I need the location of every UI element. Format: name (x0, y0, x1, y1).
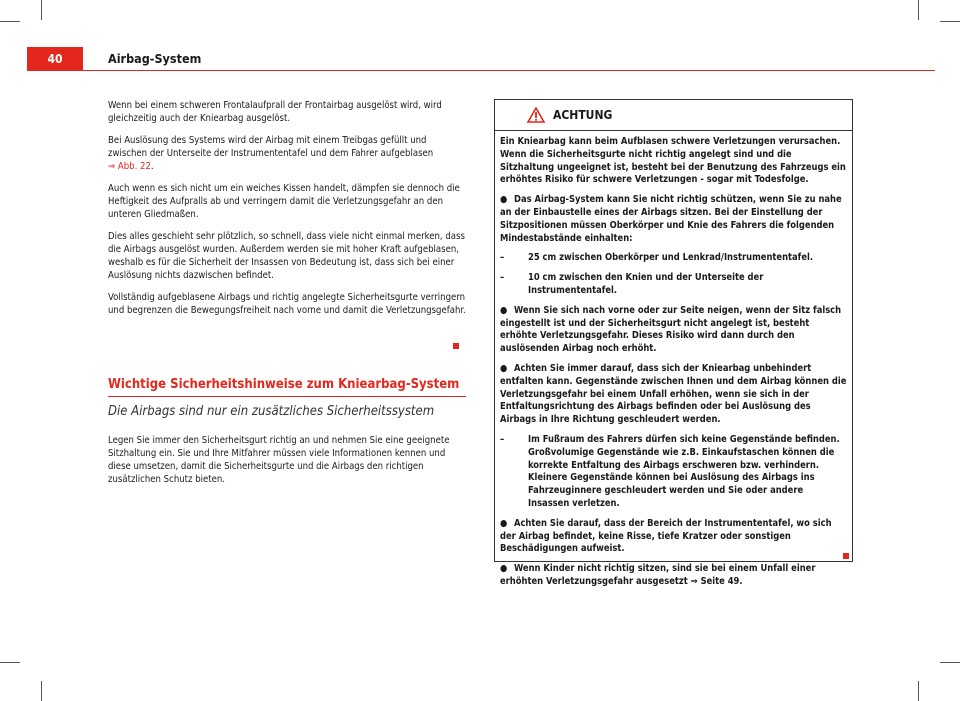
warning-intro: Ein Kniearbag kann beim Aufblasen schwere Verletzungen verursachen. Wenn die Sicherheitsgurte nicht richtig angelegt sind und die Sitzhaltung ungeeignet ist, besteht bei der Benutzung des Fahrzeugs ein erhöhtes Risiko für schwere Verletzungen - sogar mit Todesfolge. (500, 136, 846, 186)
crop-mark (0, 21, 20, 22)
page-reference-link[interactable]: ⇒ Seite 49. (690, 575, 743, 587)
paragraph: Legen Sie immer den Sicherheitsgurt richtig an und nehmen Sie eine geeignete Sitzhaltung ein. Sie und Ihre Mitfahrer müssen viele Informationen kennen und diese umsetzen, damit die Sicherheitsgurte und die Airbags den richtigen zusätzlichen Schutz bieten. (108, 435, 450, 485)
warning-bullet (500, 305, 847, 356)
paragraph: Dies alles geschieht sehr plötzlich, so schnell, dass viele nicht einmal merken, dass die Airbags ausgelöst wurden. Außerdem werden sie mit hoher Kraft aufgeblasen, weshalb es für die Sicherheit der Insassen von Bedeutung ist, dass sich bei einer Auslösung nichts dazwischen befindet. (108, 231, 465, 281)
bullet-text: Wenn Kinder nicht richtig sitzen, sind sie bei einem Unfall einer erhöhten Verletzungsgefahr ausgesetzt (500, 563, 816, 587)
warning-subitem (500, 272, 847, 298)
crop-mark (41, 681, 42, 701)
subitem-text: Im Fußraum des Fahrers dürfen sich keine Gegenstände befinden. Großvolumige Gegenstände wie z.B. Einkaufstaschen können die korrekte Entfaltung des Airbags erschweren bzw. verhindern. Kleinere Gegenstände können bei Auslösung des Airbags ins Fahrzeuginnere geschleudert werden und Sie oder andere Insassen verletzen. (528, 433, 840, 509)
warning-bullet (500, 363, 847, 427)
bullet-icon: ● (500, 563, 508, 575)
paragraph-text: Bei Auslösung des Systems wird der Airbag mit einem Treibgas gefüllt und zwischen der Unterseite der Instrumententafel und dem Fahrer aufgeblasen (108, 135, 434, 159)
dash-icon: – (500, 272, 505, 284)
crop-mark (940, 662, 960, 663)
bullet-icon: ● (500, 362, 508, 374)
warning-end-mark (843, 553, 849, 559)
subitem-text: 25 cm zwischen Oberkörper und Lenkrad/Instrumententafel. (528, 252, 814, 264)
crop-mark (918, 681, 919, 701)
dash-icon: – (500, 433, 505, 445)
figure-link[interactable]: ⇒ Abb. 22 (108, 161, 151, 172)
paragraph: Vollständig aufgeblasene Airbags und richtig angelegte Sicherheitsgurte verringern und begrenzen die Bewegungsfreiheit nach vorne und damit die Verletzungsgefahr. (108, 292, 466, 316)
bullet-text: Achten Sie immer darauf, dass sich der Kniearbag unbehindert entfalten kann. Gegenstände zwischen Ihnen und dem Airbag können die Verletzungsgefahr bei einem Unfall erhöhen, wenn sie sich in der Entfaltungsrichtung des Airbags befinden oder bei Auslösung des Airbags in Ihre Richtung geschleudert werden. (500, 362, 847, 426)
bullet-text: Das Airbag-System kann Sie nicht richtig schützen, wenn Sie zu nahe an der Einbaustelle eines der Airbags sitzen. Bei der Einstellung der Sitzpositionen müssen Oberkörper und Knie des Fahrers die folgenden Mindestabstände einhalten: (500, 194, 842, 244)
crop-mark (0, 662, 20, 663)
subitem-text: 10 cm zwischen den Knien und der Unterseite der Instrumententafel. (528, 272, 764, 296)
bullet-icon: ● (500, 194, 508, 206)
warning-bullet (500, 194, 847, 245)
warning-header (495, 100, 852, 131)
warning-bullet (500, 518, 847, 556)
page-title: Airbag-System (108, 51, 202, 66)
paragraph: Auch wenn es sich nicht um ein weiches Kissen handelt, dämpfen sie dennoch die Heftigkeit des Aufpralls ab und verringern damit die Verletzungsgefahr an den unteren Gliedmaßen. (108, 183, 460, 220)
dash-icon: – (500, 252, 505, 264)
warning-subitem (500, 434, 847, 511)
crop-mark (940, 21, 960, 22)
section-heading: Wichtige Sicherheitshinweise zum Kniearbag-System (108, 377, 466, 397)
crop-mark (918, 0, 919, 20)
page-number: 40 (27, 47, 83, 70)
bullet-icon: ● (500, 517, 508, 529)
warning-subitem (500, 252, 847, 265)
section-end-mark (453, 343, 459, 349)
bullet-text: Wenn Sie sich nach vorne oder zur Seite neigen, wenn der Sitz falsch eingestellt ist und der Sicherheitsgurt nicht angelegt ist, besteht erhöhte Verletzungsgefahr. Dieses Risiko wird dann durch den auslösenden Airbag noch erhöht. (500, 304, 842, 355)
warning-triangle-icon (527, 107, 545, 123)
paragraph: Wenn bei einem schweren Frontalaufprall der Frontairbag ausgelöst wird, wird gleichzeitig auch der Kniearbag ausgelöst. (108, 100, 442, 124)
bullet-text: Achten Sie darauf, dass der Bereich der Instrumententafel, wo sich der Airbag befindet, keine Risse, tiefe Kratzer oder sonstigen Beschädigungen aufweist. (500, 517, 832, 555)
warning-bullet (500, 563, 847, 589)
warning-body (495, 131, 852, 589)
header-rule (27, 70, 935, 71)
intro-text (108, 99, 468, 326)
paragraph (108, 134, 468, 173)
section-subheading: Die Airbags sind nur ein zusätzliches Sicherheitssystem (108, 404, 435, 419)
warning-box (494, 99, 853, 587)
crop-mark (41, 0, 42, 20)
paragraph-end: . (150, 161, 154, 172)
warning-title: ACHTUNG (553, 107, 613, 122)
bullet-icon: ● (500, 304, 508, 316)
